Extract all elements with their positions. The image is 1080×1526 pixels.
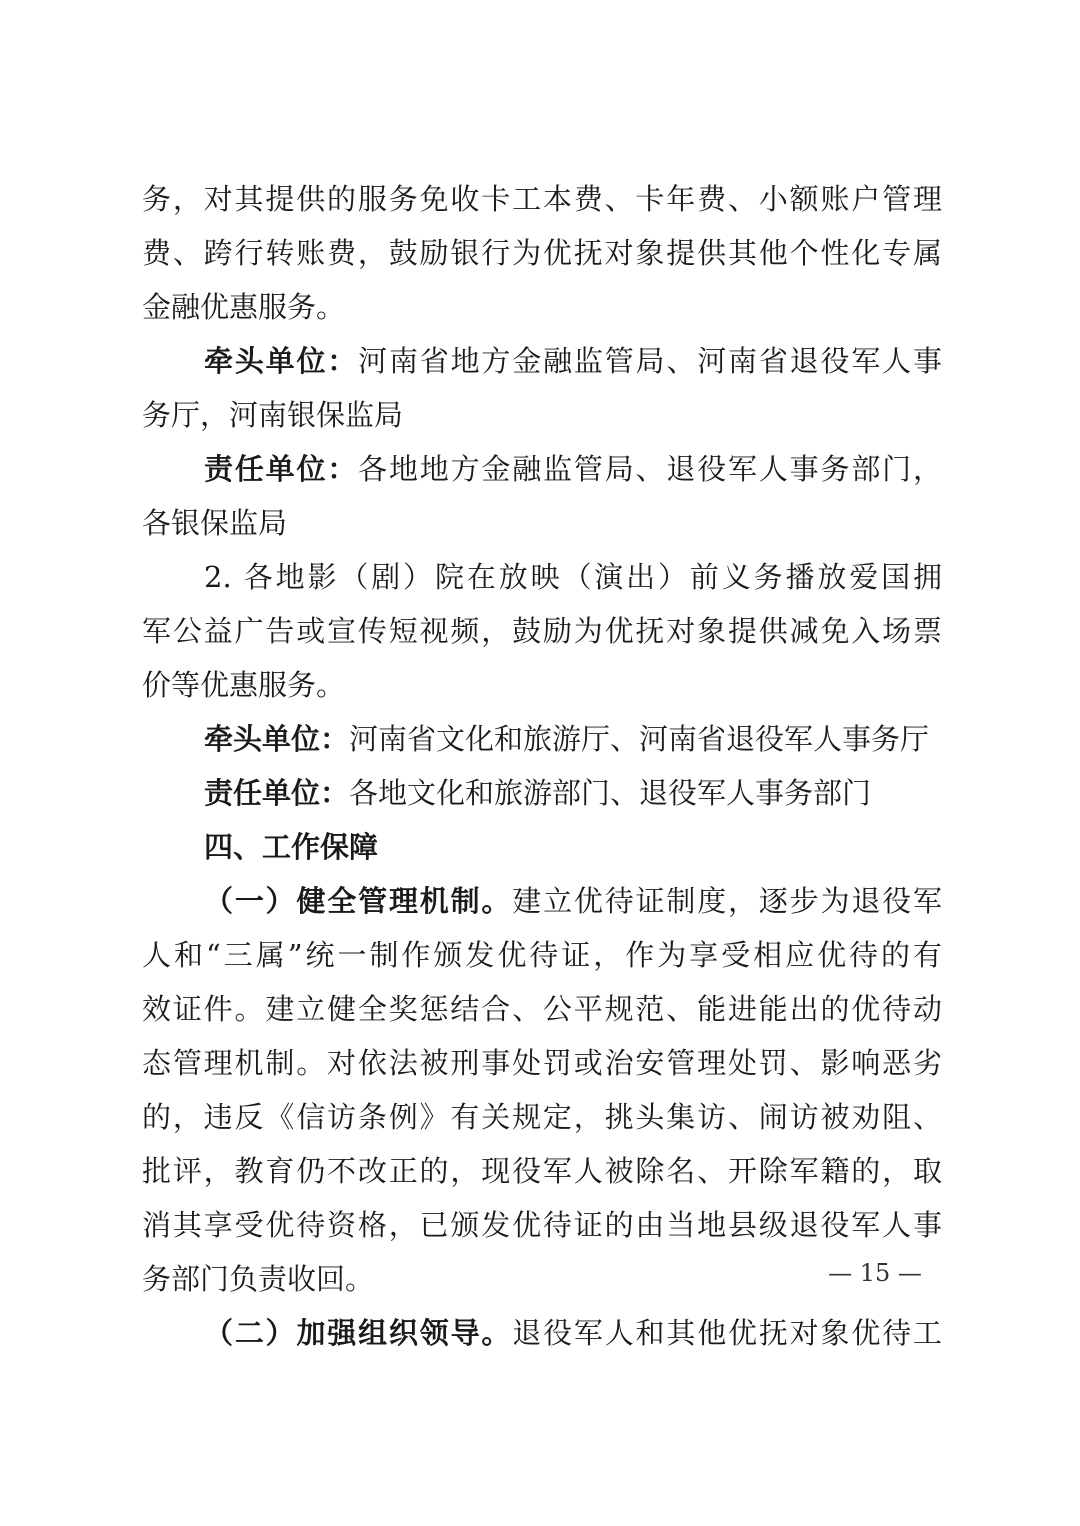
paragraph-line: 态管理机制。对依法被刑事处罚或治安管理处罚、影响恶劣 (142, 1046, 942, 1080)
responsible-unit-line (142, 766, 942, 820)
paragraph-line: 2. 各地影（剧）院在放映（演出）前义务播放爱国拥 (204, 560, 942, 594)
paragraph-line: 的，违反《信访条例》有关规定，挑头集访、闹访被劝阻、 (142, 1100, 942, 1134)
paragraph-line: 金融优惠服务。 (142, 290, 346, 324)
paragraph-line (142, 874, 942, 928)
lead-unit-text: 河南省地方金融监管局、河南省退役军人事 (358, 344, 942, 378)
paragraph-line: 费、跨行转账费，鼓励银行为优抚对象提供其他个性化专属 (142, 236, 942, 270)
paragraph-text: 退役军人和其他优抚对象优待工 (512, 1316, 942, 1350)
paragraph-text: 建立优待证制度，逐步为退役军 (512, 884, 942, 918)
paragraph-line: 价等优惠服务。 (142, 668, 346, 702)
lead-unit-line (142, 712, 942, 766)
paragraph-line: 军公益广告或宣传短视频，鼓励为优抚对象提供减免入场票 (142, 614, 942, 648)
paragraph-line: 务部门负责收回。 (142, 1262, 375, 1296)
responsible-unit-label: 责任单位： (204, 452, 359, 486)
responsible-unit-text: 各地文化和旅游部门、退役军人事务部门 (349, 776, 872, 810)
lead-unit-continuation: 务厅，河南银保监局 (142, 398, 404, 432)
page-number: — 15 — (828, 1259, 922, 1287)
lead-unit-line (142, 334, 942, 388)
paragraph-line: 人和“三属”统一制作颁发优待证，作为享受相应优待的有 (142, 938, 942, 972)
responsible-unit-line (142, 442, 942, 496)
responsible-unit-continuation: 各银保监局 (142, 506, 288, 540)
subsection-label: （二）加强组织领导。 (204, 1316, 513, 1350)
section-heading: 四、工作保障 (204, 830, 379, 864)
paragraph-line: 务，对其提供的服务免收卡工本费、卡年费、小额账户管理 (142, 182, 942, 216)
document-body (142, 172, 942, 1360)
paragraph-line: 批评，教育仍不改正的，现役军人被除名、开除军籍的，取 (142, 1154, 942, 1188)
paragraph-line: 效证件。建立健全奖惩结合、公平规范、能进能出的优待动 (142, 992, 942, 1026)
responsible-unit-label: 责任单位： (204, 776, 350, 810)
subsection-label: （一）健全管理机制。 (204, 884, 513, 918)
lead-unit-text: 河南省文化和旅游厅、河南省退役军人事务厅 (349, 722, 930, 756)
paragraph-line: 消其享受优待资格，已颁发优待证的由当地县级退役军人事 (142, 1208, 942, 1242)
lead-unit-label: 牵头单位： (204, 344, 359, 378)
lead-unit-label: 牵头单位： (204, 722, 350, 756)
responsible-unit-text: 各地地方金融监管局、退役军人事务部门， (358, 452, 942, 486)
paragraph-line (142, 1306, 942, 1360)
